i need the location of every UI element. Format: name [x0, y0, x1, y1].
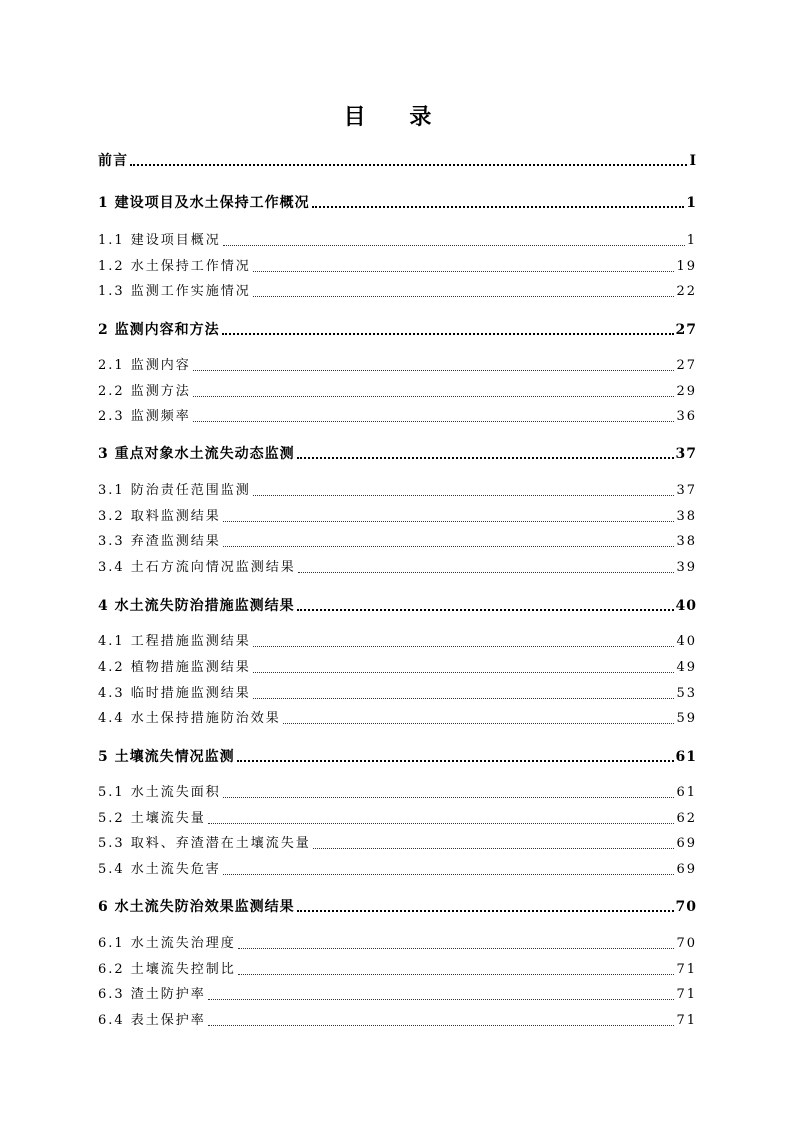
- toc-page-number: 1: [686, 233, 697, 248]
- toc-section-entry[interactable]: [98, 504, 697, 526]
- toc-dot-leader: [297, 910, 674, 912]
- toc-section-entry[interactable]: [98, 353, 697, 375]
- toc-page-number: 61: [675, 749, 697, 765]
- toc-dot-leader: [253, 646, 675, 647]
- toc-page-number: 69: [676, 836, 697, 851]
- toc-section-entry[interactable]: [98, 555, 697, 577]
- toc-page-number: 37: [675, 446, 697, 462]
- toc-entry-title: 2.2 监测方法: [98, 384, 191, 399]
- toc-entry-title: 2.1 监测内容: [98, 358, 191, 373]
- toc-dot-leader: [283, 723, 675, 724]
- toc-dot-leader: [237, 760, 674, 762]
- toc-section-entry[interactable]: [98, 529, 697, 551]
- toc-chapter-entry[interactable]: [98, 441, 697, 463]
- toc-section-entry[interactable]: [98, 655, 697, 677]
- toc-entry-title: 5.4 水土流失危害: [98, 862, 221, 877]
- toc-chapter-entry[interactable]: [98, 894, 697, 916]
- toc-entry-title: 4.3 临时措施监测结果: [98, 686, 251, 701]
- toc-section-entry[interactable]: [98, 831, 697, 853]
- toc-section-entry[interactable]: [98, 982, 697, 1004]
- toc-section-entry[interactable]: [98, 629, 697, 651]
- toc-entry-title: 1.1 建设项目概况: [98, 233, 221, 248]
- toc-page-number: 53: [676, 686, 697, 701]
- toc-section-entry[interactable]: [98, 957, 697, 979]
- toc-entry-title: 4.4 水土保持措施防治效果: [98, 711, 281, 726]
- toc-dot-leader: [208, 999, 675, 1000]
- toc-dot-leader: [253, 296, 675, 297]
- toc-entry-title: 6.4 表土保护率: [98, 1013, 206, 1028]
- toc-entry-title: 2 监测内容和方法: [98, 322, 220, 338]
- toc-dot-leader: [223, 521, 675, 522]
- toc-page-number: 19: [676, 259, 697, 274]
- toc-entry-title: 3.1 防治责任范围监测: [98, 483, 251, 498]
- toc-dot-leader: [223, 874, 675, 875]
- toc-chapter-entry[interactable]: [98, 148, 697, 170]
- toc-page-number: 39: [676, 560, 697, 575]
- toc-page-number: 71: [676, 962, 697, 977]
- toc-dot-leader: [238, 974, 675, 975]
- toc-section-entry[interactable]: [98, 706, 697, 728]
- toc-section-entry[interactable]: [98, 254, 697, 276]
- toc-page-number: 49: [676, 660, 697, 675]
- toc-section-entry[interactable]: [98, 780, 697, 802]
- toc-entry-title: 4 水土流失防治措施监测结果: [98, 598, 295, 614]
- toc-entry-title: 4.2 植物措施监测结果: [98, 660, 251, 675]
- toc-section-entry[interactable]: [98, 857, 697, 879]
- toc-section-entry[interactable]: [98, 279, 697, 301]
- toc-dot-leader: [223, 245, 685, 246]
- toc-entry-title: 3.2 取料监测结果: [98, 509, 221, 524]
- toc-entry-title: 6.3 渣土防护率: [98, 987, 206, 1002]
- toc-page-number: 70: [676, 936, 697, 951]
- toc-page-number: 70: [675, 899, 697, 915]
- toc-entry-title: 3.3 弃渣监测结果: [98, 534, 221, 549]
- toc-dot-leader: [253, 672, 675, 673]
- toc-entry-title: 4.1 工程措施监测结果: [98, 634, 251, 649]
- toc-dot-leader: [193, 370, 675, 371]
- toc-dot-leader: [130, 164, 687, 166]
- toc-dot-leader: [222, 333, 674, 335]
- toc-dot-leader: [223, 546, 675, 547]
- toc-entry-title: 2.3 监测频率: [98, 409, 191, 424]
- toc-entry-title: 5.2 土壤流失量: [98, 811, 206, 826]
- toc-page-number: 40: [676, 634, 697, 649]
- toc-entry-title: 5 土壤流失情况监测: [98, 749, 235, 765]
- toc-section-entry[interactable]: [98, 228, 697, 250]
- toc-dot-leader: [238, 948, 675, 949]
- toc-section-entry[interactable]: [98, 1008, 697, 1030]
- toc-chapter-entry[interactable]: [98, 317, 697, 339]
- toc-page-number: 71: [676, 1013, 697, 1028]
- toc-page-number: 27: [676, 358, 697, 373]
- toc-entry-title: 3.4 土石方流向情况监测结果: [98, 560, 296, 575]
- toc-page-number: 71: [676, 987, 697, 1002]
- toc-dot-leader: [223, 797, 675, 798]
- toc-entry-title: 6.1 水土流失治理度: [98, 936, 236, 951]
- toc-entry-title: 3 重点对象水土流失动态监测: [98, 446, 295, 462]
- toc-entry-title: 1 建设项目及水土保持工作概况: [98, 195, 310, 211]
- toc-section-entry[interactable]: [98, 681, 697, 703]
- toc-dot-leader: [208, 1025, 675, 1026]
- toc-dot-leader: [253, 495, 675, 496]
- toc-dot-leader: [298, 572, 675, 573]
- toc-page-number: 36: [676, 409, 697, 424]
- toc-entry-title: 6 水土流失防治效果监测结果: [98, 899, 295, 915]
- toc-dot-leader: [297, 609, 674, 611]
- toc-entry-title: 前言: [98, 153, 128, 169]
- toc-dot-leader: [208, 823, 675, 824]
- toc-entry-title: 6.2 土壤流失控制比: [98, 962, 236, 977]
- toc-chapter-entry[interactable]: [98, 190, 697, 212]
- toc-dot-leader: [193, 396, 675, 397]
- toc-chapter-entry[interactable]: [98, 744, 697, 766]
- toc-dot-leader: [297, 457, 674, 459]
- toc-section-entry[interactable]: [98, 806, 697, 828]
- toc-page-number: 29: [676, 384, 697, 399]
- toc-section-entry[interactable]: [98, 404, 697, 426]
- toc-dot-leader: [193, 421, 675, 422]
- toc-page-number: 61: [676, 785, 697, 800]
- toc-section-entry[interactable]: [98, 379, 697, 401]
- toc-page-number: 27: [675, 322, 697, 338]
- toc-dot-leader: [313, 848, 675, 849]
- toc-section-entry[interactable]: [98, 931, 697, 953]
- toc-page-number: 1: [686, 195, 697, 211]
- toc-section-entry[interactable]: [98, 478, 697, 500]
- toc-entry-title: 1.2 水土保持工作情况: [98, 259, 251, 274]
- page-title: 目 录: [343, 104, 450, 130]
- toc-page-number: 59: [676, 711, 697, 726]
- toc-dot-leader: [312, 206, 685, 208]
- toc-page-number: I: [689, 153, 697, 169]
- toc-page-number: 40: [675, 598, 697, 614]
- toc-entry-title: 5.1 水土流失面积: [98, 785, 221, 800]
- toc-dot-leader: [253, 271, 675, 272]
- toc-page-number: 22: [676, 284, 697, 299]
- toc-page-number: 69: [676, 862, 697, 877]
- toc-page-number: 37: [676, 483, 697, 498]
- toc-page-number: 62: [676, 811, 697, 826]
- toc-entry-title: 1.3 监测工作实施情况: [98, 284, 251, 299]
- toc-dot-leader: [253, 698, 675, 699]
- toc-chapter-entry[interactable]: [98, 593, 697, 615]
- toc-entry-title: 5.3 取料、弃渣潜在土壤流失量: [98, 836, 311, 851]
- toc-page-number: 38: [676, 509, 697, 524]
- toc-page-number: 38: [676, 534, 697, 549]
